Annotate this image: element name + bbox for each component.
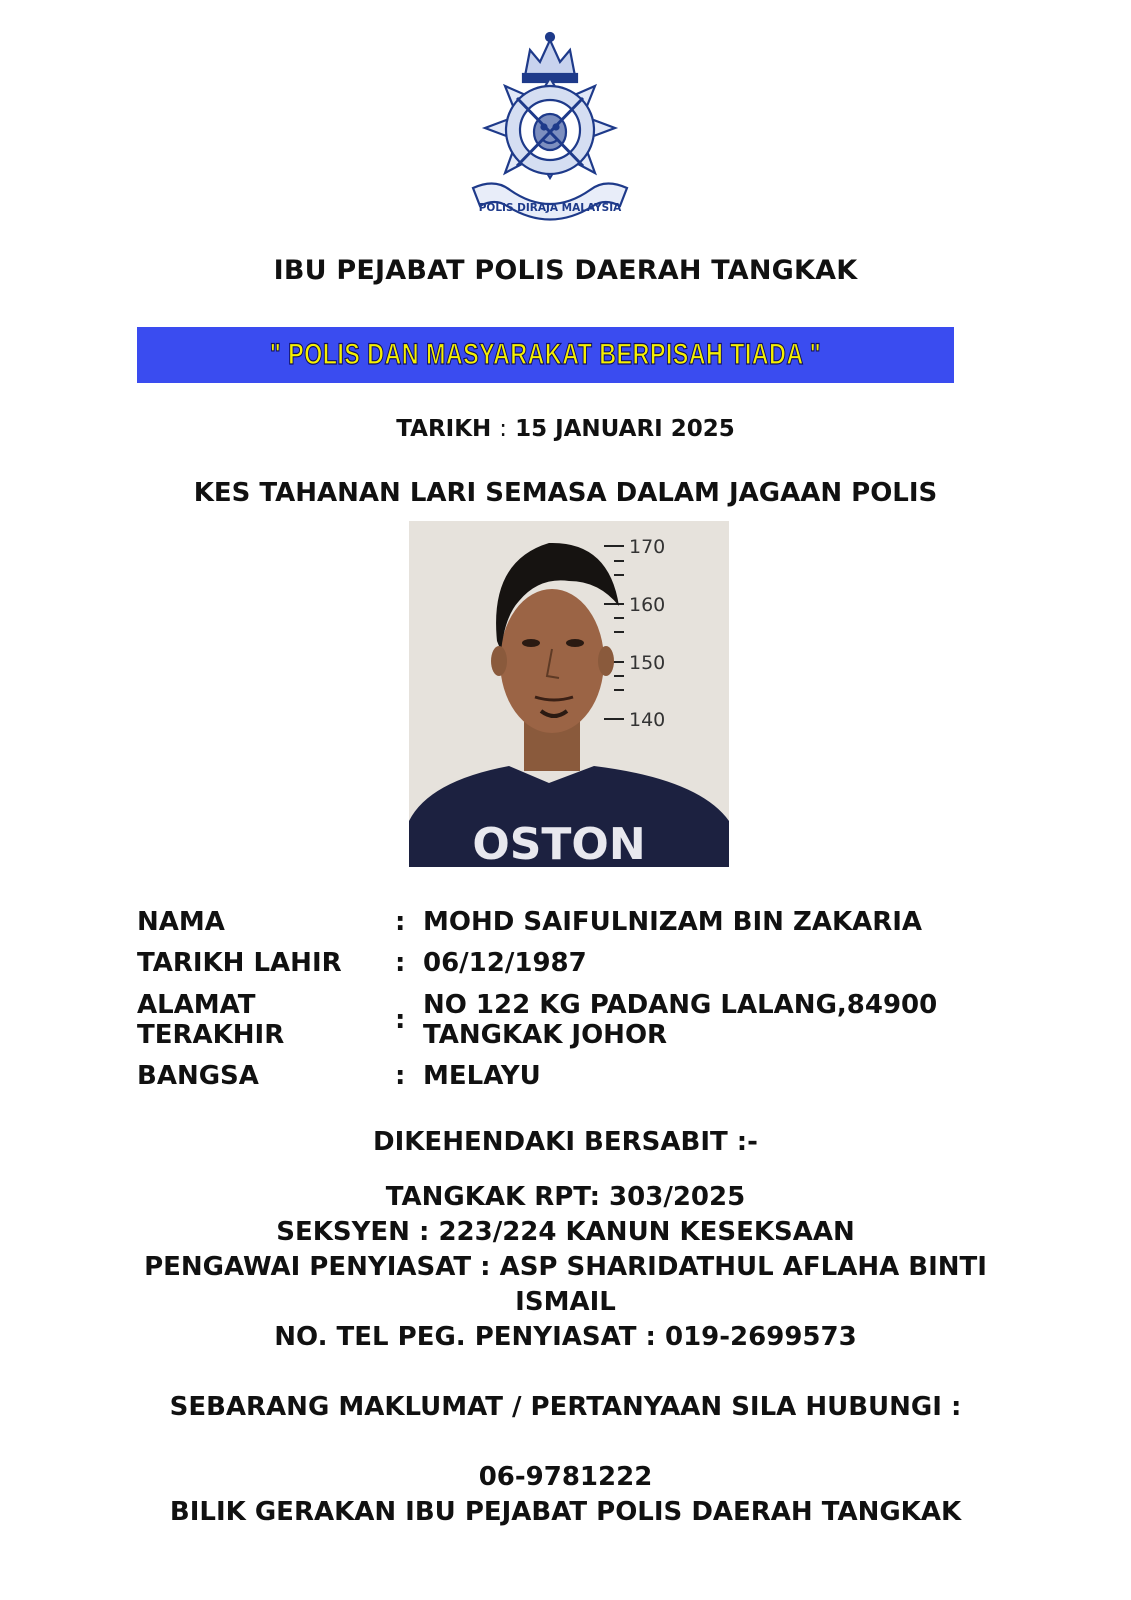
dob-value: 06/12/1987 [423,948,587,978]
address-row [137,984,1037,1056]
crest-motto: POLIS DIRAJA MALAYSIA [478,202,622,214]
slogan-text: " POLIS DAN MASYARAKAT BERPISAH TIADA " [269,338,822,371]
wanted-heading: DIKEHENDAKI BERSABIT :- [373,1127,758,1157]
suspect-photo [409,521,729,867]
suspect-details [137,902,1037,1096]
height-mark-160: 160 [629,594,666,616]
officer-line-2: ISMAIL [515,1287,616,1317]
address-label-line2: TERAKHIR [137,1020,285,1050]
officer-phone: NO. TEL PEG. PENYIASAT : 019-2699573 [274,1322,857,1352]
name-label: NAMA [137,907,225,937]
police-crest-logo [455,28,645,243]
case-title: KES TAHANAN LARI SEMASA DALAM JAGAAN POLIS [193,478,938,508]
address-label-line1: ALAMAT [137,990,256,1020]
height-mark-150: 150 [629,652,666,674]
shirt-print: OSTON [472,819,646,867]
officer-line-1: PENGAWAI PENYIASAT : ASP SHARIDATHUL AFLAHA BINTI [144,1252,987,1282]
contact-office: BILIK GERAKAN IBU PEJABAT POLIS DAERAH TANGKAK [169,1497,962,1527]
address-value-line1: NO 122 KG PADANG LALANG,84900 [423,990,938,1020]
date-value: 15 JANUARI 2025 [515,416,735,442]
height-mark-140: 140 [629,709,666,731]
date-separator: : [499,416,508,442]
report-number: TANGKAK RPT: 303/2025 [385,1182,746,1212]
race-label: BANGSA [137,1061,259,1091]
race-colon: : [395,1061,406,1091]
contact-phone: 06-9781222 [478,1462,653,1492]
address-value [423,990,1037,1050]
name-row [137,902,1037,942]
name-colon: : [395,907,406,937]
race-value: MELAYU [423,1061,541,1091]
dob-label: TARIKH LAHIR [137,948,342,978]
race-row [137,1056,1037,1096]
dob-row [137,942,1037,984]
dob-colon: : [395,948,406,978]
law-section: SEKSYEN : 223/224 KANUN KESEKSAAN [276,1217,855,1247]
date-label: TARIKH [396,416,492,442]
office-title: IBU PEJABAT POLIS DAERAH TANGKAK [273,255,858,286]
name-value: MOHD SAIFULNIZAM BIN ZAKARIA [423,907,923,937]
address-label [137,990,395,1050]
slogan-banner [137,327,954,383]
height-mark-170: 170 [629,536,666,558]
contact-heading: SEBARANG MAKLUMAT / PERTANYAAN SILA HUBUNGI : [169,1392,962,1422]
address-colon: : [395,1005,406,1035]
address-value-line2: TANGKAK JOHOR [423,1020,668,1050]
notice-date [0,416,1131,442]
